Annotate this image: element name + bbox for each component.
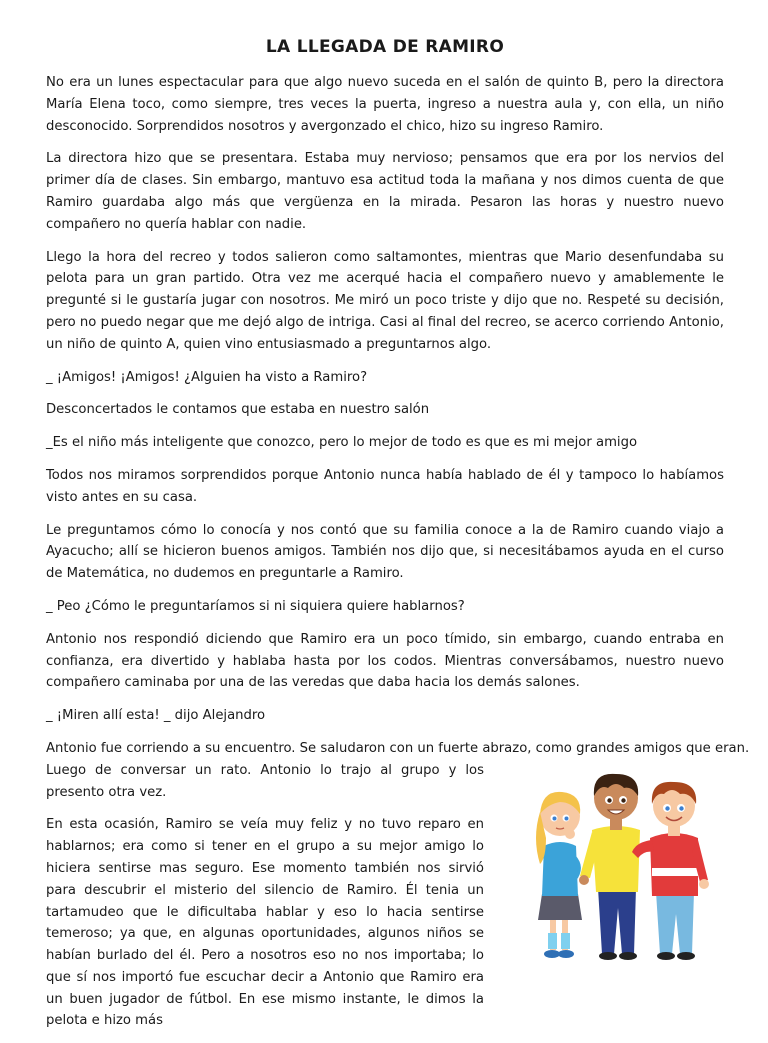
paragraph: La directora hizo que se presentara. Estaba muy nervioso; pensamos que era por los nervios del primer día de clases. Sin embargo, mantuvo esa actitud toda la mañana y nos dimos cuenta de que Ramiro guardaba algo más que vergüenza en la mirada. Pesaron las horas y nuestro nuevo compañero no quería hablar con nadie. (46, 151, 724, 232)
paragraph: No era un lunes espectacular para que algo nuevo suceda en el salón de quinto B, pero la directora María Elena toco, como siempre, tres veces la puerta, ingreso a nuestra aula y, con ella, un niño desconocido. Sorprendidos nosotros y avergonzado el chico, hizo su ingreso Ramiro. (46, 75, 724, 134)
paragraph: Le preguntamos cómo lo conocía y nos contó que su familia conoce a la de Ramiro cuando viajo a Ayacucho; allí se hicieron buenos amigos. También nos dijo que, si necesitábamos ayuda en el curso de Matemática, no dudemos en preguntarle a Ramiro. (46, 522, 724, 582)
paragraph: Desconcertados le contamos que estaba en nuestro salón (46, 402, 430, 418)
paragraph: Antonio nos respondió diciendo que Ramiro era un poco tímido, sin embargo, cuando entraba en confianza, era divertido y hablaba hasta por los codos. Mientras conversábamos, nuestro nuevo compañero caminaba por una de las veredas que daba hacia los demás salones. (46, 631, 724, 691)
dialogue-line: _ ¡Miren allí esta! _ dijo Alejandro (46, 708, 266, 724)
dialogue-line: _ ¡Amigos! ¡Amigos! ¿Alguien ha visto a Ramiro? (46, 369, 368, 385)
paragraph: Todos nos miramos sorprendidos porque Antonio nunca había hablado de él y tampoco lo habíamos visto antes en su casa. (46, 467, 724, 505)
paragraph-line: Antonio fue corriendo a su encuentro. Se saludaron con un fuerte abrazo, como grandes amigos que eran. (46, 740, 750, 756)
girl-figure (536, 792, 582, 958)
dialogue-line: _Es el niño más inteligente que conozco, pero lo mejor de todo es que es mi mejor amigo (46, 435, 638, 451)
paragraph-continuation: Luego de conversar un rato. Antonio lo trajo al grupo y los presento otra vez. (46, 762, 484, 800)
paragraph: En esta ocasión, Ramiro se veía muy feliz y no tuvo reparo en hablarnos; era como si tener en el grupo a su mejor amigo lo hiciera sentirse mas seguro. Ese momento también nos sirvió para descubrir el misterio del silencio de Ramiro. Él tenia un tartamudeo que le dificultaba hablar y eso lo hacia sentirse temeroso; ya que, en algunas oportunidades, algunos niños se habían burlado del él. Pero a nosotros eso no nos importaba; lo que sí nos importó fue escuchar decir a Antonio que Ramiro era un buen jugador de fútbol. En ese mismo instante, le dimos la pelota e hizo más (46, 817, 484, 1029)
boy-red-figure (632, 782, 709, 960)
dialogue-line: _ Peo ¿Cómo le preguntaríamos si ni siquiera quiere hablarnos? (46, 598, 465, 614)
paragraph: Llego la hora del recreo y todos salieron como saltamontes, mientras que Mario desenfundaba su pelota para un gran partido. Otra vez me acerqué hacia el compañero nuevo y amablemente le pregunté si le gustaría jugar con nosotros. Me miró un poco triste y dijo que no. Respeté su decisión, pero no puedo negar que me dejó algo de intriga. Casi al final del recreo, se acerco corriendo Antonio, un niño de quinto A, quien vino entusiasmado a preguntarnos algo. (46, 249, 724, 352)
boy-yellow-figure (579, 774, 640, 960)
three-kids-illustration (532, 768, 728, 968)
document-title: LA LLEGADA DE RAMIRO (265, 37, 505, 57)
